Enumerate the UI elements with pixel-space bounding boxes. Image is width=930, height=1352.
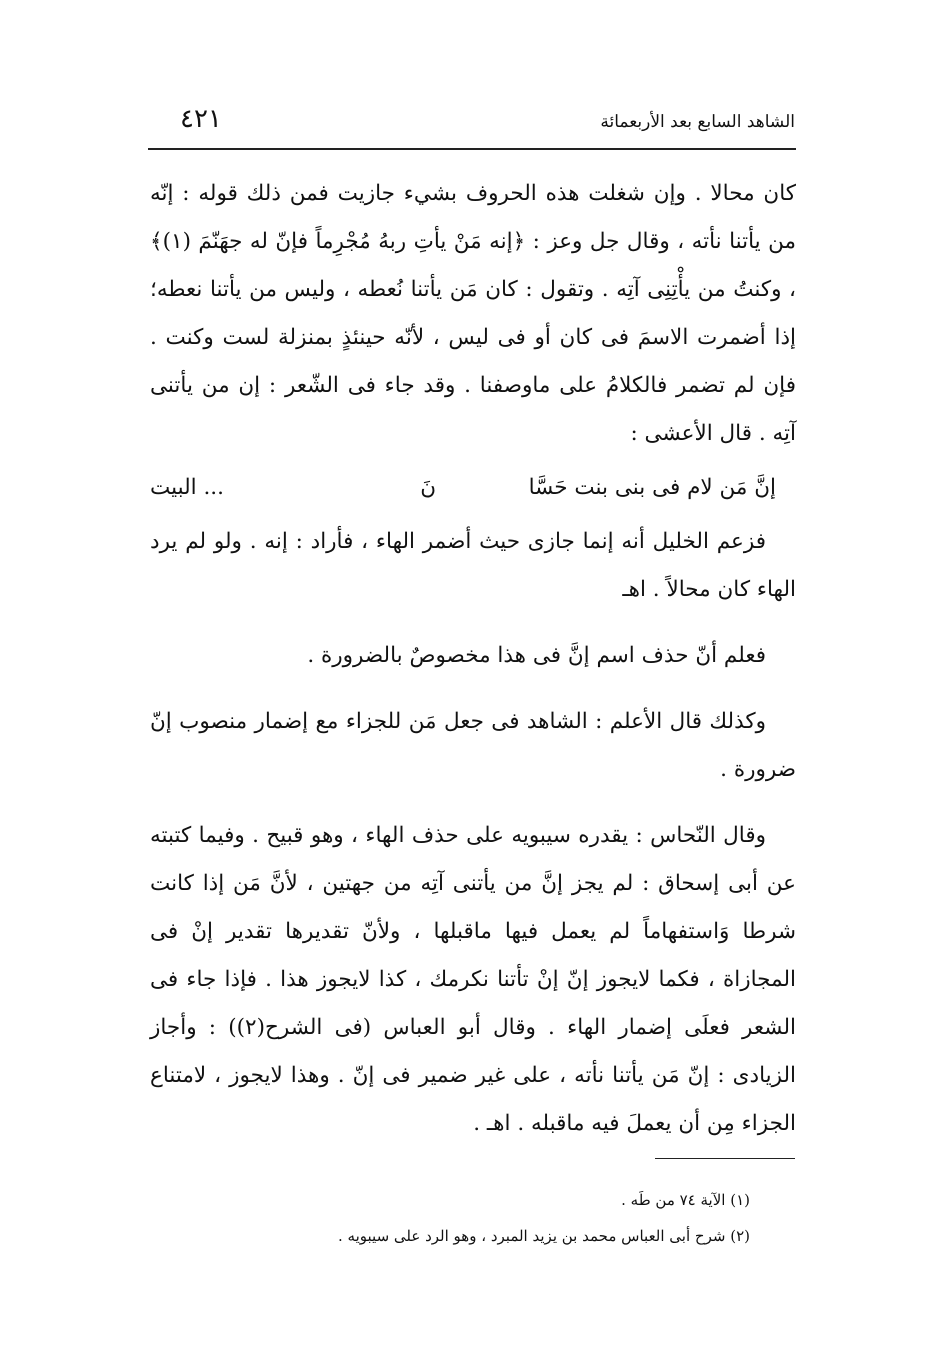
paragraph: وقال النّحاس : يقدره سيبويه على حذف الهاء ، وهو قبيح . وفيما كتبته عن أبى إسحاق : لم يجز إنَّ من يأتنى آتِه من جهتين ، لأنَّ مَن إذا كانت شرطا وَاستفهاماً لم يعمل فيها ماقبلها ، ولأنّ تقديرها تقدير إنْ فى المجازاة ، فكما لايجوز إنّ إنْ تأتنا نكرمك ، كذا لايجوز هذا . فإذا جاء فى الشعر فعلَى إضمار الهاء . وقال أبو العباس (فى الشرح(٢)) : وأجاز الزيادى : إنّ مَن يأتنا نأته ، على غير ضمير فى إنّ . وهذا لايجوز ، لامتناع الجزاء مِن أن يعملَ فيه ماقبله . اهـ . (150, 823, 796, 1136)
verse-ellipsis: ... البيت (150, 475, 224, 500)
footnote: (٢) شرح أبى العباس محمد بن يزيد المبرد ، وهو الرد على سيبويه . (338, 1227, 750, 1245)
footnote-rule (655, 1158, 795, 1159)
running-title: الشاهد السابع بعد الأربعمائة (600, 112, 795, 132)
paragraph: فعلم أنّ حذف اسم إنَّ فى هذا مخصوصٌ بالضرورة . (307, 643, 766, 668)
verse-first-hemistich: إنَّ مَن لام فى بنى بنت حَسَّا (528, 475, 776, 500)
footnotes (150, 1182, 750, 1254)
main-text (150, 170, 796, 1148)
header-rule (148, 148, 796, 150)
paragraph: وكذلك قال الأعلم : الشاهد فى جعل مَن للجزاء مع إضمار منصوب إنّ ضرورة . (150, 709, 796, 782)
verse-continuation: نَ (420, 475, 436, 500)
poetry-verse (150, 464, 796, 512)
paragraph: فزعم الخليل أنه إنما جازى حيث أضمر الهاء ، فأراد : إنه . ولو لم يرد الهاء كان محالاً . اهـ (150, 529, 796, 602)
page-header (150, 100, 795, 140)
page-number: ٤٢١ (180, 104, 222, 134)
footnote: (١) الآية ٧٤ من طَه . (621, 1191, 750, 1209)
paragraph: كان محالا . وإن شغلت هذه الحروف بشيء جازيت فمن ذلك قوله : إنّه من يأتنا نأته ، وقال جل وعز : ﴿إنه مَنْ يأتِ ربهُ مُجْرِماً فإنّ له جهَنّمَ (١)﴾ ، وكنتُ من يأْتِنِى آتِه . وتقول : كان مَن يأتنا نُعطه ، وليس من يأتنا نعطه؛إذا أضمرت الاسمَ فى كان أو فى ليس ، لأنّه حينئذٍ بمنزلة لست وكنت . فإن لم تضمر فالكلامُ على ماوصفنا . وقد جاء فى الشّعر : إن من يأتنى آتِه . قال الأعشى : (150, 181, 796, 446)
